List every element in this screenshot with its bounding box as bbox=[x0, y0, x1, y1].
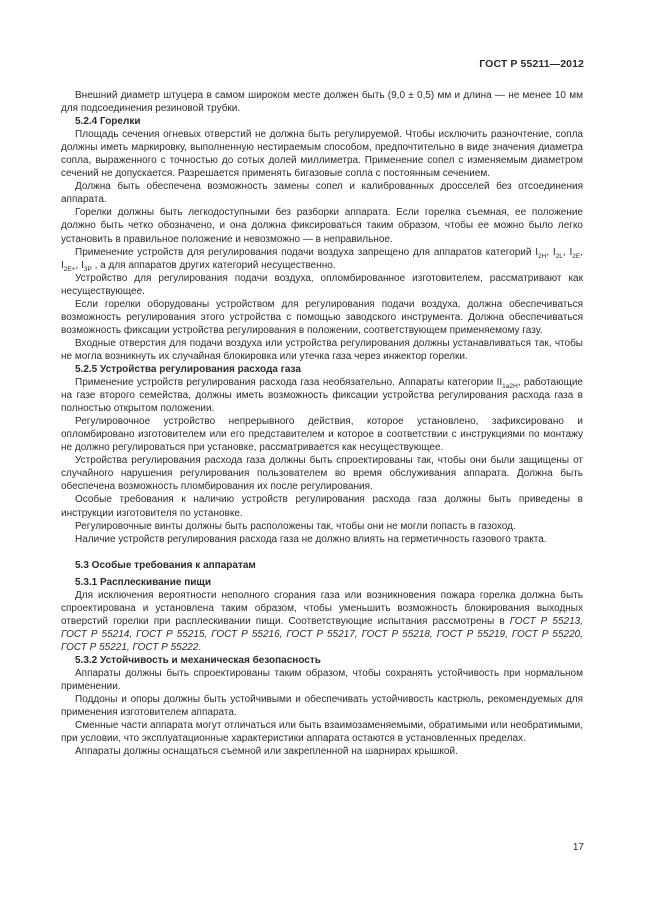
paragraph: Наличие устройств регулирования расхода газа не должно влиять на герметичность газового тракта. bbox=[75, 533, 547, 545]
section-heading-5-3: 5.3 Особые требования к аппаратам bbox=[75, 559, 256, 571]
section-heading-5-3-2: 5.3.2 Устойчивость и механическая безопасность bbox=[75, 654, 321, 666]
paragraph: Регулировочное устройство непрерывного действия, которое установлено, зафиксировано и опломбировано изготовителем или его представителем и которое в соответствии с инструкциями по монтажу не должно регулироваться при установке, рассматривается как несуществующее. bbox=[61, 416, 583, 454]
standards-list: ГОСТ Р 55213, ГОСТ Р 55214, ГОСТ Р 55215, ГОСТ Р 55216, ГОСТ Р 55217, ГОСТ Р 55218, ГОСТ Р 55219, ГОСТ Р 55220, ГОСТ Р 55221, ГОСТ Р 55222 bbox=[61, 615, 583, 653]
paragraph: Если горелки оборудованы устройством для регулирования подачи воздуха, должна обеспечиваться возможность регулирования этого устройства с помощью заводского инструмента. Должна обеспечиваться возможность фиксации устройства регулирования в положении, соответствующем применяемому газу. bbox=[61, 298, 583, 336]
paragraph: Входные отверстия для подачи воздуха или устройства регулирования должны устанавливаться так, чтобы не могла возникнуть их случайная блокировка или утечка газа через инжектор горелки. bbox=[61, 337, 583, 362]
paragraph: Поддоны и опоры должны быть устойчивыми и обеспечивать устойчивость кастрюль, рекомендуемых для применения изготовителем аппарата. bbox=[61, 694, 583, 719]
page-number: 17 bbox=[572, 842, 584, 853]
paragraph: Площадь сечения огневых отверстий не должна быть регулируемой. Чтобы исключить разночтение, сопла должны иметь маркировку, выполненную нестираемым способом, предпочтительно в виде значения диаметра сопла, выраженного с точностью до сотых долей миллиметра. Применение сопел с изменяемым диаметром сечений не допускается. Разрешается применять бигазовые сопла с постоянным сечением. bbox=[61, 129, 583, 180]
document-header: ГОСТ Р 55211—2012 bbox=[479, 58, 584, 70]
paragraph: Аппараты должны оснащаться съемной или закрепленной на шарнирах крышкой. bbox=[75, 746, 458, 758]
paragraph-splashing: Для исключения вероятности неполного сгорания газа или возникновения пожара горелка должна быть спроектирована и установлена таким образом, чтобы уменьшить возможность блокирования выходных отверстий горелки при расплескивании пищи. Соответствующие испытания рассмотрены в ГОСТ Р 55213, ГОСТ Р 55214, ГОСТ Р 55215, ГОСТ Р 55216, ГОСТ Р 55217, ГОСТ Р 55218, ГОСТ Р 55219, ГОСТ Р 55220, ГОСТ Р 55221, ГОСТ Р 55222. bbox=[61, 589, 583, 653]
section-heading-5-2-5: 5.2.5 Устройства регулирования расхода газа bbox=[75, 363, 301, 375]
document-body bbox=[61, 89, 583, 758]
paragraph: Регулировочные винты должны быть расположены так, чтобы они не могли попасть в газоход. bbox=[75, 520, 516, 532]
paragraph: Особые требования к наличию устройств регулирования расхода газа должны быть приведены в инструкции изготовителя по установке. bbox=[61, 494, 583, 519]
paragraph: Устройство для регулирования подачи воздуха, опломбированное изготовителем, рассматривают как несуществующее. bbox=[61, 272, 583, 297]
paragraph: Горелки должны быть легкодоступными без разборки аппарата. Если горелка съемная, ее положение должно быть четко обозначено, и она должна фиксироваться таким образом, чтобы ее можно было легко установить в правильное положение и невозможно — в неправильное. bbox=[61, 207, 583, 245]
paragraph: Сменные части аппарата могут отличаться или быть взаимозаменяемыми, обратимыми или необратимыми, при условии, что эксплуатационные характеристики аппарата остаются в установленных пределах. bbox=[61, 720, 583, 745]
paragraph: Аппараты должны быть спроектированы таким образом, чтобы сохранять устойчивость при нормальном применении. bbox=[61, 668, 583, 693]
paragraph: Должна быть обеспечена возможность замены сопел и калиброванных дросселей без отсоединения аппарата. bbox=[61, 181, 583, 206]
paragraph: Внешний диаметр штуцера в самом широком месте должен быть (9,0 ± 0,5) мм и длина — не менее 10 мм для подсоединения резиновой трубки. bbox=[61, 90, 583, 115]
section-heading-5-2-4: 5.2.4 Горелки bbox=[75, 116, 141, 128]
paragraph: Устройства регулирования расхода газа должны быть спроектированы так, чтобы они были защищены от случайного нарушения регулирования пользователем во время обслуживания аппарата. Должна быть обеспечена возможность пломбирования их после регулирования. bbox=[61, 455, 583, 493]
section-heading-5-3-1: 5.3.1 Расплескивание пищи bbox=[75, 576, 211, 588]
paragraph-flow: Применение устройств регулирования расхода газа необязательно. Аппараты категории $II_{1a2H}$, работающие на газе второго семейства, должны иметь возможность фиксации устройства регулирования расхода газа в полностью открытом положении. bbox=[61, 377, 583, 415]
paragraph-air-supply: Применение устройств для регулирования подачи воздуха запрещено для аппаратов категорий $I_{2H}$, $I_{2L}$, $I_{2E}$, $I_{2E+}$, $I_{3P}$ , а для аппаратов других категорий несущественно. bbox=[61, 246, 583, 273]
